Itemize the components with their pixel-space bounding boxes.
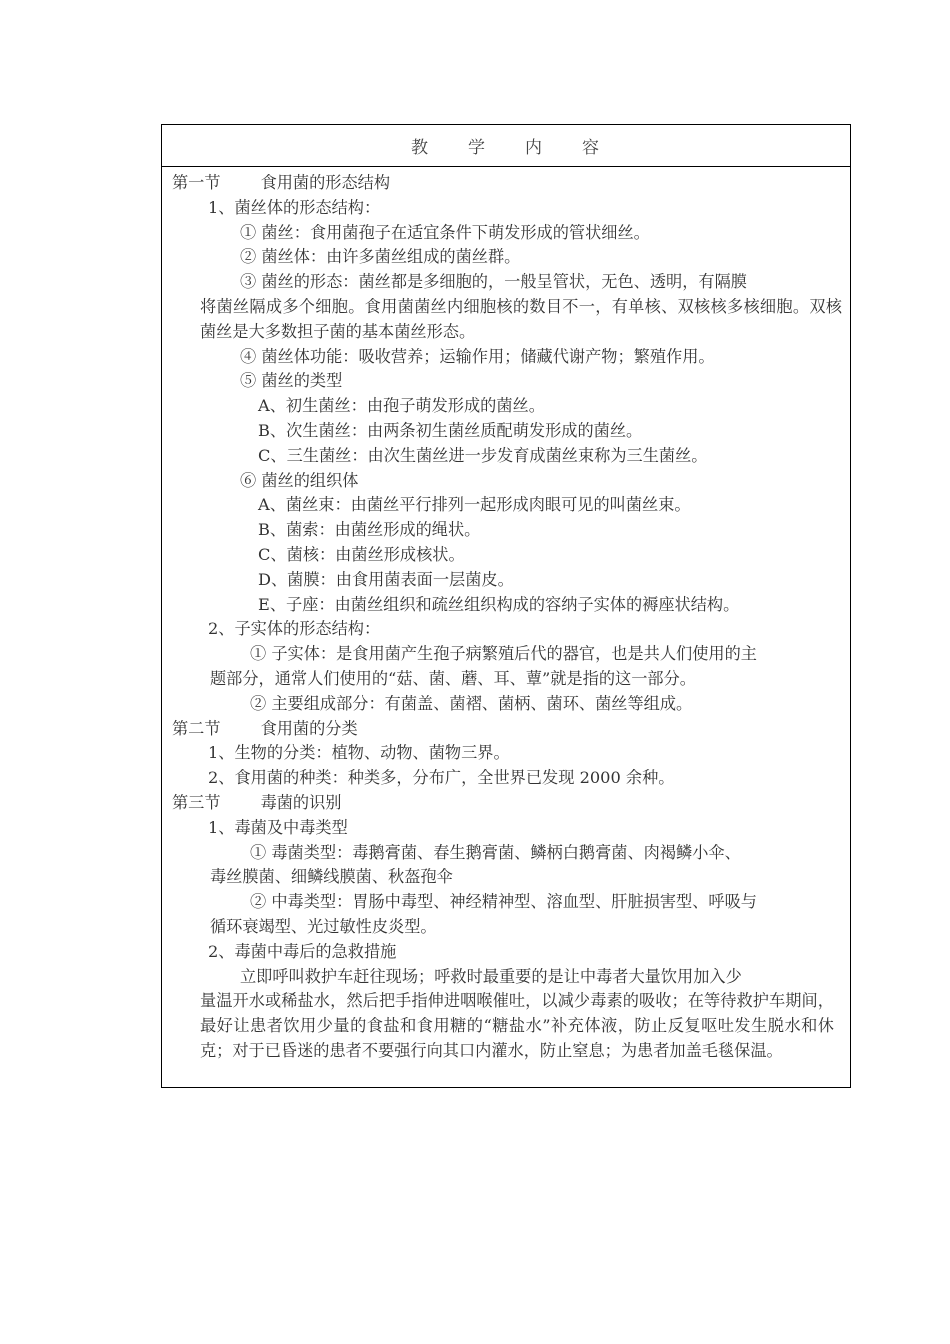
s1-item-6a: A、菌丝束：由菌丝平行排列一起形成肉眼可见的叫菌丝束。: [258, 495, 691, 515]
section-3-number: 第三节: [172, 792, 221, 812]
table-body: [162, 171, 850, 1064]
section-2-title: 食用菌的分类: [260, 718, 358, 738]
s1-item-5: ⑤ 菌丝的类型: [240, 371, 343, 391]
s1-fruit-item-2: ② 主要组成部分：有菌盖、菌褶、菌柄、菌环、菌丝等组成。: [250, 693, 693, 713]
section-1-heading: [162, 171, 850, 196]
s1-item-5b: B、次生菌丝：由两条初生菌丝质配萌发形成的菌丝。: [258, 420, 643, 440]
s1-fruit-item-1-continuation: 题部分，通常人们使用的“菇、菌、蘑、耳、蕈”就是指的这一部分。: [210, 668, 696, 688]
s1-item-6b: B、菌索：由菌丝形成的绳状。: [258, 520, 481, 540]
s1-item-6d: D、菌膜：由食用菌表面一层菌皮。: [258, 569, 514, 589]
s3-item-1-continuation: 毒丝膜菌、细鳞线膜菌、秋盔孢伞: [210, 867, 453, 887]
s3-item-2-continuation: 循环衰竭型、光过敏性皮炎型。: [210, 916, 437, 936]
s1-item-6e: E、子座：由菌丝组织和疏丝组织构成的容纳子实体的褥座状结构。: [258, 594, 740, 614]
section-1-number: 第一节: [172, 173, 221, 192]
s1-item-6: ⑥ 菌丝的组织体: [240, 470, 359, 490]
table-header: 教 学 内 容: [162, 125, 850, 167]
s3-item-2-first-line: ② 中毒类型：胃肠中毒型、神经精神型、溶血型、肝脏损害型、呼吸与: [250, 892, 757, 912]
section-2-number: 第二节: [172, 718, 221, 738]
s3-first-aid-first-line: 立即呼叫救护车赶往现场；呼救时最重要的是让中毒者大量饮用加入少: [240, 966, 742, 986]
s1-point-2: 2、子实体的形态结构：: [208, 619, 381, 639]
section-3-heading: [162, 791, 850, 816]
s3-item-1-first-line: ① 毒菌类型：毒鹅膏菌、春生鹅膏菌、鳞柄白鹅膏菌、肉褐鳞小伞、: [250, 842, 741, 862]
s1-item-2: ② 菌丝体：由许多菌丝组成的菌丝群。: [240, 247, 521, 267]
s2-point-2: 2、食用菌的种类：种类多，分布广，全世界已发现 2000 余种。: [208, 768, 675, 788]
s1-item-6c: C、菌核：由菌丝形成核状。: [258, 544, 465, 564]
section-1-title: 食用菌的形态结构: [260, 173, 391, 192]
section-2-heading: [162, 717, 850, 742]
s1-item-5c: C、三生菌丝：由次生菌丝进一步发育成菌丝束称为三生菌丝。: [258, 445, 708, 465]
s1-item-5a: A、初生菌丝：由孢子萌发形成的菌丝。: [258, 396, 545, 416]
s1-item-1: ① 菌丝：食用菌孢子在适宜条件下萌发形成的管状细丝。: [240, 222, 650, 242]
s2-point-1: 1、生物的分类：植物、动物、菌物三界。: [208, 743, 510, 763]
s1-item-3-first-line: ③ 菌丝的形态：菌丝都是多细胞的，一般呈管状，无色、透明，有隔膜: [240, 272, 747, 292]
section-3-title: 毒菌的识别: [260, 792, 342, 812]
s1-item-4: ④ 菌丝体功能：吸收营养；运输作用；储藏代谢产物；繁殖作用。: [240, 346, 715, 366]
s3-point-2: 2、毒菌中毒后的急救措施: [208, 941, 397, 961]
s1-point-1: 1、菌丝体的形态结构：: [208, 197, 381, 217]
content-table: [161, 124, 851, 1088]
s1-fruit-item-1-first-line: ① 子实体：是食用菌产生孢子病繁殖后代的器官，也是共人们使用的主: [250, 644, 757, 664]
s3-first-aid-continuation: 量温开水或稀盐水，然后把手指伸进咽喉催吐，以减少毒素的吸收；在等待救护车期间，最好让患者饮用少量的食盐和食用糖的“糖盐水”补充体液，防止反复呕吐发生脱水和休克；对于已昏迷的患者不要强行向其口内灌水，防止窒息；为患者加盖毛毯保温。: [200, 991, 834, 1060]
s3-point-1: 1、毒菌及中毒类型: [208, 817, 348, 837]
s1-item-3-continuation: 将菌丝隔成多个细胞。食用菌菌丝内细胞核的数目不一，有单核、双核核多核细胞。双核菌丝是大多数担子菌的基本菌丝形态。: [200, 296, 842, 341]
